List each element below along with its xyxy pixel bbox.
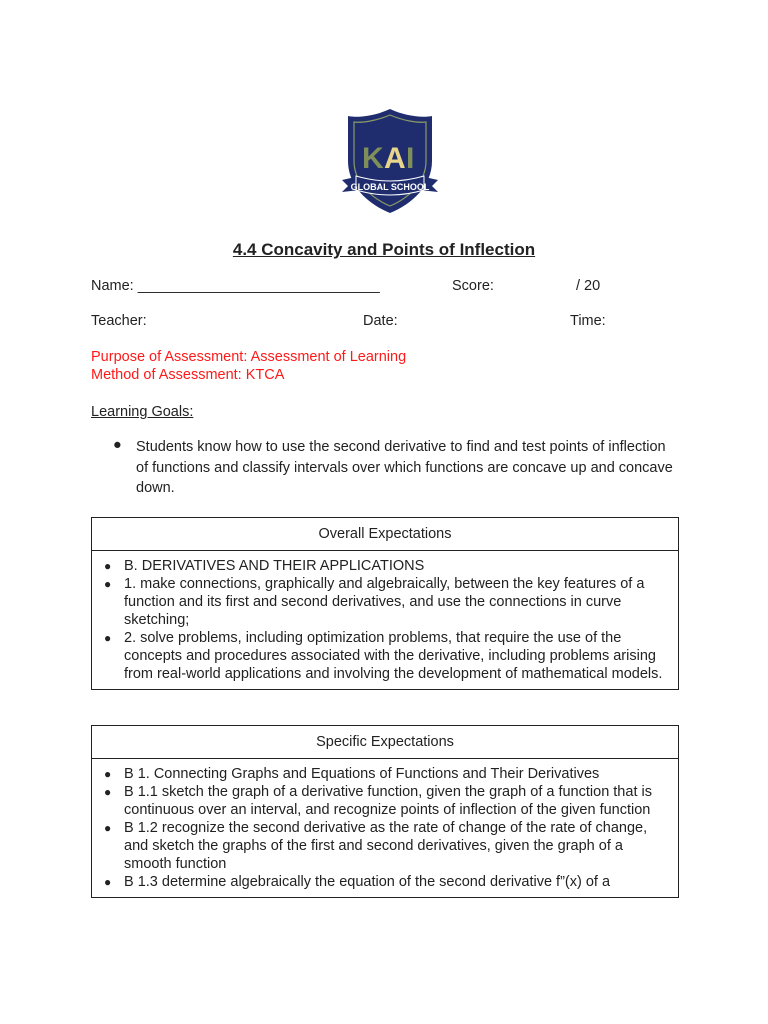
specific-expectation-item: ● B 1.2 recognize the second derivative as the rate of change of the rate of change, and sketch the graphs of the first and second derivatives, given the graph of a smooth function	[124, 819, 668, 873]
score-value: / 20	[576, 278, 601, 294]
assessment-method: Method of Assessment: KTCA	[91, 367, 285, 383]
bullet-icon: ●	[113, 437, 122, 453]
overall-expectation-item: ● 2. solve problems, including optimization problems, that require the use of the concepts and procedures associated with the derivative, including problems arising from real-world applications and involving the development of mathematical models.	[124, 629, 668, 683]
specific-expectation-item: ● B 1.1 sketch the graph of a derivative function, given the graph of a function that is continuous over an interval, and recognize points of inflection of the given function	[124, 783, 668, 819]
school-logo	[340, 106, 440, 216]
score-label: Score:	[452, 278, 494, 294]
overall-expectation-item: ● 1. make connections, graphically and algebraically, between the key features of a function and its first and second derivatives, and use the connections in curve sketching;	[124, 575, 668, 629]
overall-expectation-item: ● B. DERIVATIVES AND THEIR APPLICATIONS	[124, 557, 668, 575]
worksheet-title: 4.4 Concavity and Points of Inflection	[232, 240, 536, 259]
learning-goal-item: Students know how to use the second derivative to find and test points of inflection of functions and classify intervals over which functions are concave up and concave down.	[136, 439, 673, 496]
svg-text:I: I	[406, 142, 415, 175]
time-label: Time:	[570, 313, 606, 329]
svg-text:K: K	[362, 142, 384, 175]
svg-text:GLOBAL SCHOOL: GLOBAL SCHOOL	[350, 182, 430, 192]
specific-expectations-table	[91, 725, 679, 898]
overall-expectations-heading: Overall Expectations	[92, 518, 678, 551]
date-label: Date:	[363, 313, 398, 329]
assessment-purpose: Purpose of Assessment: Assessment of Learning	[91, 349, 407, 365]
specific-expectation-item: ● B 1.3 determine algebraically the equation of the second derivative f”(x) of a	[124, 873, 668, 891]
name-field-label: Name: ______________________________	[91, 278, 380, 294]
specific-expectations-heading: Specific Expectations	[92, 726, 678, 759]
overall-expectations-table	[91, 517, 679, 690]
specific-expectation-item: ● B 1. Connecting Graphs and Equations of Functions and Their Derivatives	[124, 765, 668, 783]
teacher-label: Teacher:	[91, 313, 147, 329]
svg-text:A: A	[384, 142, 406, 175]
learning-goals-heading: Learning Goals:	[91, 404, 194, 420]
